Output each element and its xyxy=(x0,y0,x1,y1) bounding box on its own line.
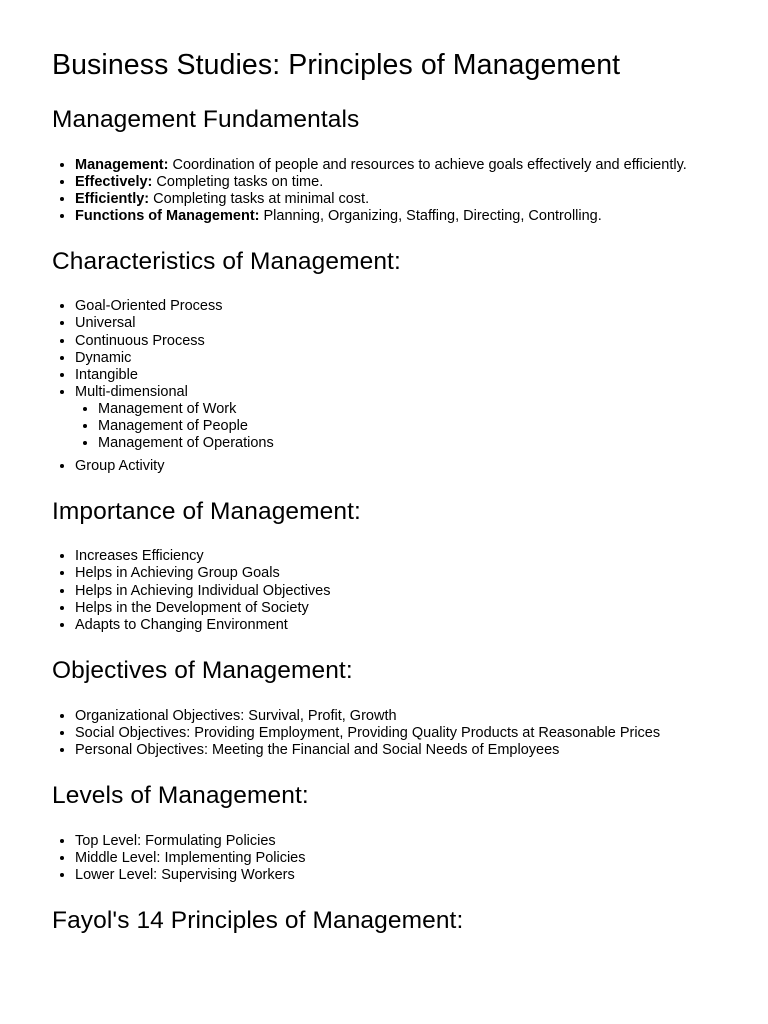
list-item-label: Multi-dimensional xyxy=(75,383,188,400)
section-heading-fundamentals: Management Fundamentals xyxy=(52,106,360,133)
list-item: • Top Level: Formulating Policies xyxy=(75,833,716,850)
multi-dimensional-sublist xyxy=(75,401,716,452)
list-item: • Intangible xyxy=(75,367,716,384)
list-item xyxy=(75,174,716,191)
list-item: • Continuous Process xyxy=(75,333,716,350)
section-heading-characteristics: Characteristics of Management: xyxy=(52,248,401,276)
term-label: Efficiently: xyxy=(75,191,150,208)
term-label: Functions of Management: xyxy=(75,208,260,225)
list-item: • Personal Objectives: Meeting the Financial and Social Needs of Employees xyxy=(75,742,716,759)
characteristics-list xyxy=(52,298,716,475)
page-title: Business Studies: Principles of Management xyxy=(52,49,621,81)
list-item xyxy=(75,384,716,452)
list-item: • Lower Level: Supervising Workers xyxy=(75,867,716,884)
objectives-list xyxy=(52,708,716,759)
list-item xyxy=(75,157,716,174)
sub-list-item: • Management of People xyxy=(98,418,716,435)
list-item: • Social Objectives: Providing Employment, Providing Quality Products at Reasonable Prices xyxy=(75,725,716,742)
list-item: • Helps in Achieving Group Goals xyxy=(75,565,716,582)
list-item: • Group Activity xyxy=(75,458,716,475)
list-item: • Helps in the Development of Society xyxy=(75,600,716,617)
section-heading-levels: Levels of Management: xyxy=(52,782,309,810)
list-item: • Increases Efficiency xyxy=(75,548,716,565)
list-item: • Goal-Oriented Process xyxy=(75,298,716,315)
importance-list xyxy=(52,548,716,633)
list-item: • Organizational Objectives: Survival, Profit, Growth xyxy=(75,708,716,725)
list-item: • Middle Level: Implementing Policies xyxy=(75,850,716,867)
section-heading-importance: Importance of Management: xyxy=(52,498,361,526)
term-label: Effectively: xyxy=(75,174,153,191)
term-label: Management: xyxy=(75,157,169,173)
term-definition: Completing tasks at minimal cost. xyxy=(149,191,370,208)
section-heading-fayol: Fayol's 14 Principles of Management: xyxy=(52,907,464,935)
list-item: • Adapts to Changing Environment xyxy=(75,617,716,634)
term-definition: Coordination of people and resources to achieve goals effectively and efficiently. xyxy=(168,157,687,173)
levels-list xyxy=(52,833,716,884)
list-item: • Universal xyxy=(75,315,716,332)
term-definition: Planning, Organizing, Staffing, Directing, Controlling. xyxy=(259,208,602,225)
sub-list-item: • Management of Work xyxy=(98,401,716,418)
term-definition: Completing tasks on time. xyxy=(152,174,324,191)
fundamentals-list xyxy=(52,157,716,225)
list-item: • Helps in Achieving Individual Objectives xyxy=(75,583,716,600)
list-item xyxy=(75,191,716,208)
list-item: • Dynamic xyxy=(75,350,716,367)
section-heading-objectives: Objectives of Management: xyxy=(52,656,353,684)
sub-list-item: • Management of Operations xyxy=(98,435,716,452)
list-item xyxy=(75,208,716,225)
